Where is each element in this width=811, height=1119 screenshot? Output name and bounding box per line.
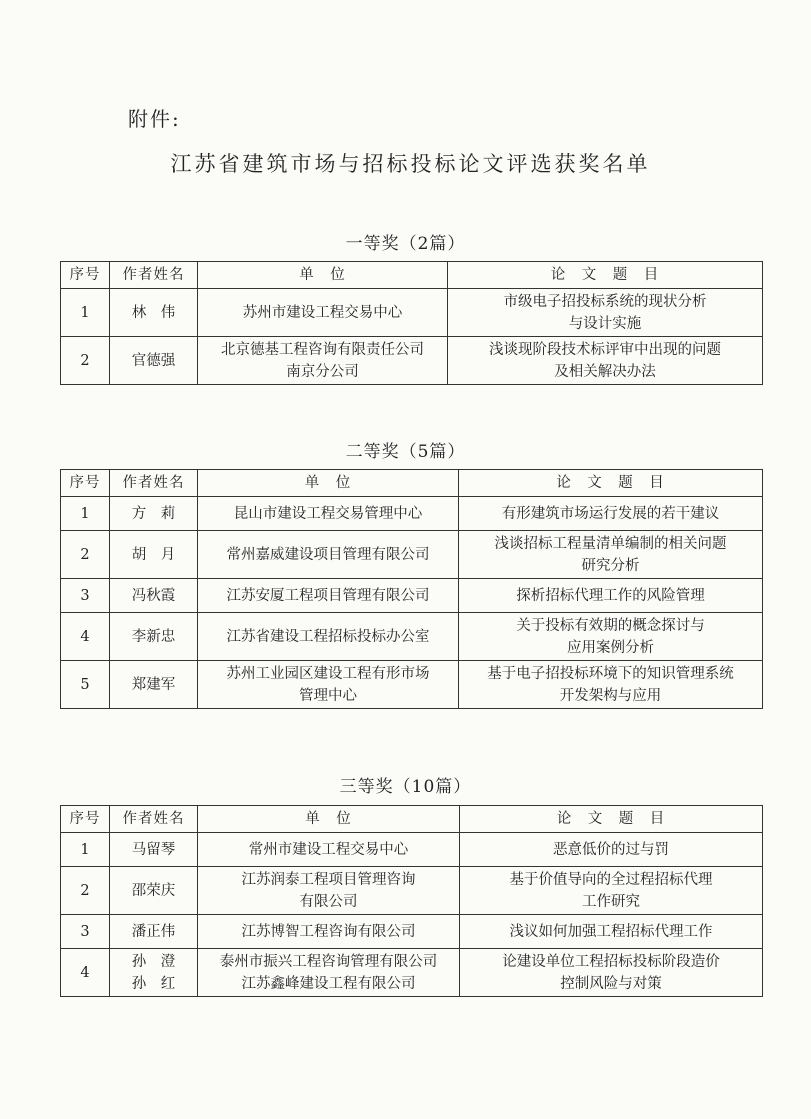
cell-paper-line: 有形建筑市场运行发展的若干建议 <box>501 505 720 522</box>
section-heading-third-prize: 三等奖（10篇） <box>339 777 472 797</box>
cell-seq: 3 <box>61 579 110 613</box>
cell-author-line: 李新忠 <box>131 628 176 645</box>
cell-seq: 5 <box>61 661 110 709</box>
cell-paper-line: 与设计实施 <box>568 315 642 332</box>
cell-unit-line: 有限公司 <box>299 893 358 910</box>
cell-unit-line: 江苏安厦工程项目管理有限公司 <box>226 587 430 604</box>
cell-unit <box>198 833 460 867</box>
cell-author <box>110 867 198 915</box>
cell-unit-line: 管理中心 <box>299 687 357 704</box>
cell-paper <box>459 579 763 613</box>
cell-author <box>110 289 198 337</box>
table-header-row <box>61 470 763 497</box>
cell-paper-line: 论建设单位工程招标投标阶段造价 <box>502 953 720 970</box>
document-title: 江苏省建筑市场与招标投标论文评选获奖名单 <box>170 152 651 176</box>
first-prize-table <box>60 261 763 385</box>
cell-paper-line: 探析招标代理工作的风险管理 <box>516 587 705 604</box>
cell-seq: 2 <box>61 531 110 579</box>
table-header-row <box>61 262 763 289</box>
cell-author <box>110 915 198 949</box>
cell-paper <box>460 833 763 867</box>
cell-paper-line: 浅谈招标工程量清单编制的相关问题 <box>494 535 727 552</box>
cell-author <box>110 337 198 385</box>
cell-paper <box>459 497 763 531</box>
cell-seq: 1 <box>61 497 110 531</box>
cell-author <box>110 531 198 579</box>
header-unit: 单 位 <box>198 470 459 497</box>
header-author: 作者姓名 <box>110 262 198 289</box>
attachment-label: 附件: <box>128 107 181 131</box>
header-author: 作者姓名 <box>110 806 198 833</box>
cell-unit-line: 江苏润泰工程项目管理咨询 <box>241 871 416 888</box>
cell-paper-line: 控制风险与对策 <box>560 975 662 992</box>
cell-author-line: 邵荣庆 <box>131 882 176 899</box>
cell-paper-line: 及相关解决办法 <box>554 363 656 380</box>
cell-paper-line: 工作研究 <box>582 893 640 910</box>
cell-unit <box>198 613 459 661</box>
cell-unit-line: 北京德基工程咨询有限责任公司 <box>221 341 424 358</box>
table-row <box>61 289 763 337</box>
cell-author-line: 孙 红 <box>131 975 176 992</box>
cell-unit-line: 泰州市振兴工程咨询管理有限公司 <box>219 953 438 970</box>
cell-unit <box>198 661 459 709</box>
cell-unit <box>198 289 448 337</box>
cell-unit <box>198 531 459 579</box>
cell-paper-line: 研究分析 <box>581 557 640 574</box>
cell-paper <box>459 531 763 579</box>
header-seq: 序号 <box>61 262 110 289</box>
cell-unit <box>198 497 459 531</box>
cell-unit-line: 昆山市建设工程交易管理中心 <box>233 505 423 522</box>
cell-unit-line: 苏州市建设工程交易中心 <box>242 304 403 321</box>
table-row <box>61 949 763 997</box>
cell-unit-line: 南京分公司 <box>286 363 359 380</box>
cell-author <box>110 661 198 709</box>
section-heading-first-prize: 一等奖（2篇） <box>345 234 466 254</box>
header-unit: 单 位 <box>198 806 460 833</box>
cell-unit <box>198 867 460 915</box>
table-row <box>61 579 763 613</box>
cell-seq: 1 <box>61 833 110 867</box>
cell-author-line: 官德强 <box>131 352 176 369</box>
cell-author-line: 林 伟 <box>131 304 176 321</box>
third-prize-table <box>60 805 763 997</box>
cell-unit-line: 常州市建设工程交易中心 <box>248 841 409 858</box>
cell-paper-line: 基于电子招投标环境下的知识管理系统 <box>487 665 734 682</box>
cell-author <box>110 833 198 867</box>
cell-author-line: 潘正伟 <box>131 923 176 940</box>
cell-paper-line: 基于价值导向的全过程招标代理 <box>509 871 713 888</box>
cell-seq: 4 <box>61 949 110 997</box>
cell-paper-line: 市级电子招投标系统的现状分析 <box>503 293 707 310</box>
cell-author <box>110 579 198 613</box>
cell-paper-line: 关于投标有效期的概念探讨与 <box>516 617 705 634</box>
cell-author <box>110 613 198 661</box>
header-paper: 论 文 题 目 <box>460 806 763 833</box>
cell-paper-line: 开发架构与应用 <box>559 687 662 704</box>
cell-unit <box>198 337 448 385</box>
cell-author <box>110 949 198 997</box>
header-author: 作者姓名 <box>110 470 198 497</box>
cell-author-line: 孙 澄 <box>131 953 176 970</box>
table-header-row <box>61 806 763 833</box>
cell-unit-line: 江苏鑫峰建设工程有限公司 <box>241 975 416 992</box>
cell-seq: 2 <box>61 337 110 385</box>
cell-unit <box>198 949 460 997</box>
cell-unit-line: 常州嘉威建设项目管理有限公司 <box>226 546 430 563</box>
cell-author-line: 郑建军 <box>131 676 176 693</box>
cell-paper <box>448 289 763 337</box>
cell-paper <box>460 867 763 915</box>
cell-author-line: 马留琴 <box>131 841 176 858</box>
cell-paper <box>459 613 763 661</box>
cell-paper-line: 恶意低价的过与罚 <box>553 841 669 858</box>
header-unit: 单 位 <box>198 262 448 289</box>
second-prize-table <box>60 469 763 709</box>
cell-author-line: 方 莉 <box>131 505 176 522</box>
cell-author <box>110 497 198 531</box>
cell-paper-line: 浅谈现阶段技术标评审中出现的问题 <box>489 341 721 358</box>
cell-unit-line: 江苏省建设工程招标投标办公室 <box>226 628 430 645</box>
cell-paper <box>448 337 763 385</box>
cell-paper <box>460 915 763 949</box>
cell-author-line: 冯秋霞 <box>131 587 176 604</box>
cell-unit-line: 江苏博智工程咨询有限公司 <box>241 923 416 940</box>
table-row <box>61 531 763 579</box>
cell-unit <box>198 579 459 613</box>
cell-seq: 4 <box>61 613 110 661</box>
header-seq: 序号 <box>61 470 110 497</box>
section-heading-second-prize: 二等奖（5篇） <box>345 442 466 462</box>
header-paper: 论 文 题 目 <box>448 262 763 289</box>
cell-seq: 3 <box>61 915 110 949</box>
table-row <box>61 833 763 867</box>
cell-paper <box>460 949 763 997</box>
cell-unit-line: 苏州工业园区建设工程有形市场 <box>226 665 430 682</box>
cell-paper-line: 应用案例分析 <box>567 639 654 656</box>
cell-paper <box>459 661 763 709</box>
table-row <box>61 497 763 531</box>
cell-unit <box>198 915 460 949</box>
table-row <box>61 661 763 709</box>
table-row <box>61 337 763 385</box>
cell-paper-line: 浅议如何加强工程招标代理工作 <box>509 923 713 940</box>
table-row <box>61 613 763 661</box>
cell-author-line: 胡 月 <box>131 546 176 563</box>
header-seq: 序号 <box>61 806 110 833</box>
cell-seq: 1 <box>61 289 110 337</box>
table-row <box>61 915 763 949</box>
cell-seq: 2 <box>61 867 110 915</box>
table-row <box>61 867 763 915</box>
header-paper: 论 文 题 目 <box>459 470 763 497</box>
